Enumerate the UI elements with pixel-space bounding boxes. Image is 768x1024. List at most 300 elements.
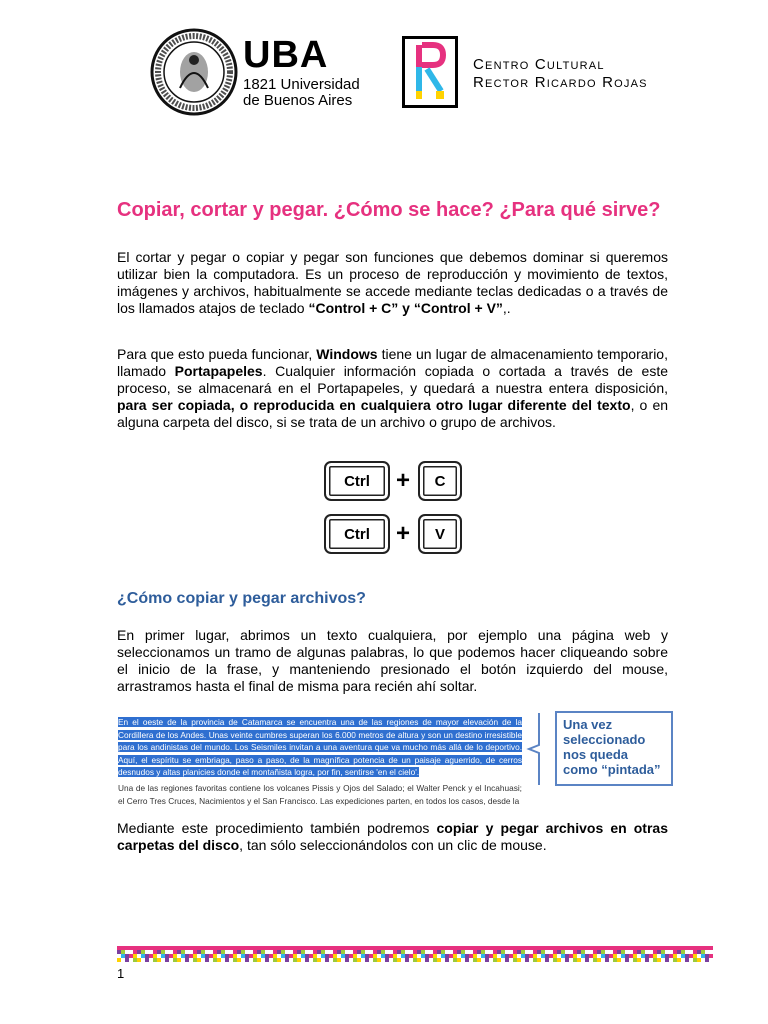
band-cell bbox=[453, 954, 457, 958]
band-cell bbox=[457, 946, 461, 950]
band-cell bbox=[205, 946, 209, 950]
band-cell bbox=[557, 950, 561, 954]
band-cell bbox=[573, 958, 577, 962]
band-cell bbox=[445, 954, 449, 958]
band-cell bbox=[529, 954, 533, 958]
band-cell bbox=[305, 958, 309, 962]
band-cell bbox=[169, 946, 173, 950]
band-cell bbox=[345, 954, 349, 958]
band-cell bbox=[237, 950, 241, 954]
band-cell bbox=[465, 946, 469, 950]
band-cell bbox=[449, 954, 453, 958]
band-cell bbox=[413, 946, 417, 950]
band-cell bbox=[705, 946, 709, 950]
band-cell bbox=[197, 946, 201, 950]
instructions-paragraph: En primer lugar, abrimos un texto cualquiera, por ejemplo una página web y seleccionamos un tramo de algunas palabras, lo que podemos hacer cliqueando sobre el inicio de la frase, y manteniendo presionado el botón izquierdo del mouse, arrastramos hasta el final de misma para recién ahí soltar. bbox=[117, 627, 668, 694]
band-cell bbox=[121, 954, 125, 958]
band-cell bbox=[381, 954, 385, 958]
document-title: Copiar, cortar y pegar. ¿Cómo se hace? ¿Para qué sirve? bbox=[117, 199, 661, 221]
band-cell bbox=[233, 946, 237, 950]
band-cell bbox=[177, 950, 181, 954]
band-cell bbox=[245, 946, 249, 950]
band-cell bbox=[445, 958, 449, 962]
band-cell bbox=[433, 954, 437, 958]
portapapeles-emphasis: Portapapeles bbox=[174, 363, 263, 379]
v-key: V bbox=[418, 514, 462, 554]
band-cell bbox=[317, 950, 321, 954]
band-cell bbox=[641, 950, 645, 954]
band-cell bbox=[673, 958, 677, 962]
band-cell bbox=[589, 954, 593, 958]
band-cell bbox=[261, 950, 265, 954]
band-cell bbox=[569, 946, 573, 950]
band-cell bbox=[613, 946, 617, 950]
band-cell bbox=[485, 958, 489, 962]
band-cell bbox=[653, 946, 657, 950]
band-cell bbox=[381, 950, 385, 954]
band-cell bbox=[505, 946, 509, 950]
band-cell bbox=[641, 954, 645, 958]
band-cell bbox=[213, 954, 217, 958]
band-cell bbox=[693, 954, 697, 958]
windows-emphasis: Windows bbox=[316, 346, 378, 362]
band-cell bbox=[333, 946, 337, 950]
band-cell bbox=[525, 946, 529, 950]
band-cell bbox=[677, 946, 681, 950]
band-cell bbox=[213, 958, 217, 962]
band-cell bbox=[137, 958, 141, 962]
page-number: 1 bbox=[117, 966, 125, 981]
band-cell bbox=[153, 950, 157, 954]
band-cell bbox=[657, 946, 661, 950]
selected-text bbox=[118, 716, 522, 779]
band-cell bbox=[417, 958, 421, 962]
band-cell bbox=[673, 946, 677, 950]
files-emphasis: copiar y pegar archivos en otras carpetas del disco bbox=[117, 820, 668, 853]
band-cell bbox=[485, 946, 489, 950]
ctrl-key: Ctrl bbox=[324, 514, 390, 554]
band-cell bbox=[665, 958, 669, 962]
band-cell bbox=[373, 946, 377, 950]
band-cell bbox=[173, 950, 177, 954]
band-cell bbox=[701, 950, 705, 954]
band-cell bbox=[501, 954, 505, 958]
band-cell bbox=[389, 954, 393, 958]
band-cell bbox=[533, 954, 537, 958]
band-cell bbox=[489, 946, 493, 950]
band-cell bbox=[485, 954, 489, 958]
band-cell bbox=[477, 946, 481, 950]
band-cell bbox=[601, 954, 605, 958]
band-cell bbox=[533, 958, 537, 962]
band-cell bbox=[377, 958, 381, 962]
band-cell bbox=[293, 946, 297, 950]
band-cell bbox=[385, 958, 389, 962]
band-cell bbox=[673, 954, 677, 958]
band-cell bbox=[541, 950, 545, 954]
band-cell bbox=[693, 950, 697, 954]
band-cell bbox=[453, 946, 457, 950]
band-cell bbox=[173, 958, 177, 962]
band-cell bbox=[193, 950, 197, 954]
band-cell bbox=[241, 946, 245, 950]
band-cell bbox=[689, 954, 693, 958]
band-cell bbox=[517, 950, 521, 954]
callout-box: Una vez seleccionado nos queda como “pintada” bbox=[555, 711, 673, 786]
band-cell bbox=[197, 950, 201, 954]
band-cell bbox=[345, 958, 349, 962]
band-cell bbox=[513, 958, 517, 962]
band-cell bbox=[333, 950, 337, 954]
band-cell bbox=[293, 958, 297, 962]
clipboard-text-3: . Cualquier información copiada o cortada a través de este proceso, se almacenará en el Portapapeles, y quedará a nuestra entera disposición, bbox=[117, 363, 668, 396]
band-cell bbox=[337, 950, 341, 954]
band-cell bbox=[141, 946, 145, 950]
band-cell bbox=[145, 954, 149, 958]
band-cell bbox=[169, 954, 173, 958]
band-cell bbox=[437, 950, 441, 954]
band-cell bbox=[533, 950, 537, 954]
band-cell bbox=[601, 950, 605, 954]
band-cell bbox=[637, 958, 641, 962]
band-cell bbox=[445, 946, 449, 950]
band-cell bbox=[489, 954, 493, 958]
band-cell bbox=[273, 958, 277, 962]
band-cell bbox=[385, 946, 389, 950]
band-cell bbox=[357, 950, 361, 954]
band-cell bbox=[257, 950, 261, 954]
university-seal-icon bbox=[150, 28, 238, 116]
band-cell bbox=[221, 946, 225, 950]
band-cell bbox=[481, 946, 485, 950]
band-cell bbox=[609, 946, 613, 950]
band-cell bbox=[645, 954, 649, 958]
band-cell bbox=[561, 950, 565, 954]
band-cell bbox=[173, 954, 177, 958]
band-cell bbox=[461, 954, 465, 958]
band-cell bbox=[209, 954, 213, 958]
files-text-1: Mediante este procedimiento también podremos bbox=[117, 820, 437, 836]
band-cell bbox=[573, 954, 577, 958]
band-cell bbox=[313, 946, 317, 950]
band-cell bbox=[673, 950, 677, 954]
band-cell bbox=[145, 958, 149, 962]
band-cell bbox=[385, 954, 389, 958]
band-cell bbox=[217, 958, 221, 962]
band-cell bbox=[621, 950, 625, 954]
callout-bracket bbox=[525, 711, 555, 787]
band-cell bbox=[461, 946, 465, 950]
band-cell bbox=[433, 946, 437, 950]
band-cell bbox=[129, 954, 133, 958]
band-cell bbox=[585, 958, 589, 962]
band-cell bbox=[641, 946, 645, 950]
band-cell bbox=[501, 946, 505, 950]
band-cell bbox=[185, 946, 189, 950]
band-cell bbox=[253, 946, 257, 950]
band-cell bbox=[533, 946, 537, 950]
band-cell bbox=[161, 950, 165, 954]
band-cell bbox=[281, 946, 285, 950]
band-cell bbox=[321, 954, 325, 958]
band-cell bbox=[581, 954, 585, 958]
band-cell bbox=[693, 958, 697, 962]
band-cell bbox=[597, 946, 601, 950]
band-cell bbox=[253, 958, 257, 962]
band-cell bbox=[521, 946, 525, 950]
band-cell bbox=[345, 946, 349, 950]
band-cell bbox=[633, 954, 637, 958]
band-cell bbox=[245, 958, 249, 962]
band-cell bbox=[289, 954, 293, 958]
band-cell bbox=[277, 958, 281, 962]
band-cell bbox=[369, 946, 373, 950]
band-cell bbox=[365, 954, 369, 958]
band-cell bbox=[129, 946, 133, 950]
band-cell bbox=[333, 958, 337, 962]
band-cell bbox=[329, 954, 333, 958]
band-cell bbox=[353, 946, 357, 950]
band-cell bbox=[265, 954, 269, 958]
band-cell bbox=[417, 950, 421, 954]
band-cell bbox=[401, 954, 405, 958]
band-cell bbox=[553, 958, 557, 962]
band-cell bbox=[545, 958, 549, 962]
band-cell bbox=[301, 950, 305, 954]
clipboard-paragraph bbox=[117, 346, 668, 431]
band-cell bbox=[281, 950, 285, 954]
band-cell bbox=[117, 946, 121, 950]
band-cell bbox=[225, 954, 229, 958]
band-cell bbox=[645, 946, 649, 950]
band-cell bbox=[213, 950, 217, 954]
band-cell bbox=[573, 946, 577, 950]
band-cell bbox=[701, 946, 705, 950]
band-cell bbox=[465, 954, 469, 958]
band-cell bbox=[217, 950, 221, 954]
band-cell bbox=[525, 954, 529, 958]
band-cell bbox=[341, 950, 345, 954]
band-cell bbox=[125, 946, 129, 950]
band-cell bbox=[381, 946, 385, 950]
band-cell bbox=[273, 950, 277, 954]
band-cell bbox=[301, 954, 305, 958]
band-cell bbox=[677, 950, 681, 954]
band-cell bbox=[149, 954, 153, 958]
band-cell bbox=[613, 954, 617, 958]
band-cell bbox=[473, 950, 477, 954]
uba-name-line1: 1821 Universidad bbox=[243, 76, 360, 93]
band-cell bbox=[565, 958, 569, 962]
band-cell bbox=[589, 946, 593, 950]
band-cell bbox=[285, 954, 289, 958]
band-cell bbox=[709, 946, 713, 950]
band-cell bbox=[577, 950, 581, 954]
band-cell bbox=[517, 958, 521, 962]
band-cell bbox=[321, 950, 325, 954]
band-cell bbox=[241, 954, 245, 958]
selected-text-sample bbox=[110, 710, 526, 806]
band-cell bbox=[685, 958, 689, 962]
band-cell bbox=[365, 958, 369, 962]
band-cell bbox=[497, 958, 501, 962]
band-cell bbox=[165, 946, 169, 950]
band-cell bbox=[433, 950, 437, 954]
band-cell bbox=[177, 958, 181, 962]
band-cell bbox=[341, 946, 345, 950]
band-cell bbox=[457, 950, 461, 954]
band-cell bbox=[237, 958, 241, 962]
band-cell bbox=[265, 958, 269, 962]
band-cell bbox=[613, 958, 617, 962]
band-cell bbox=[593, 946, 597, 950]
band-cell bbox=[293, 954, 297, 958]
band-cell bbox=[557, 958, 561, 962]
clipboard-text-2: tiene un lugar de almacenamiento temporario, llamado bbox=[117, 346, 668, 379]
band-cell bbox=[617, 950, 621, 954]
band-cell bbox=[617, 946, 621, 950]
band-cell bbox=[469, 954, 473, 958]
intro-paragraph bbox=[117, 249, 668, 317]
band-cell bbox=[325, 954, 329, 958]
band-cell bbox=[621, 946, 625, 950]
band-cell bbox=[537, 958, 541, 962]
band-cell bbox=[233, 958, 237, 962]
band-cell bbox=[645, 958, 649, 962]
band-cell bbox=[661, 946, 665, 950]
band-cell bbox=[373, 950, 377, 954]
band-cell bbox=[461, 950, 465, 954]
band-cell bbox=[201, 946, 205, 950]
band-cell bbox=[157, 950, 161, 954]
band-cell bbox=[141, 954, 145, 958]
band-cell bbox=[697, 950, 701, 954]
band-cell bbox=[629, 946, 633, 950]
band-cell bbox=[601, 946, 605, 950]
band-cell bbox=[393, 950, 397, 954]
band-cell bbox=[633, 950, 637, 954]
band-cell bbox=[253, 954, 257, 958]
band-cell bbox=[161, 946, 165, 950]
band-cell bbox=[529, 946, 533, 950]
band-cell bbox=[697, 946, 701, 950]
band-cell bbox=[597, 958, 601, 962]
band-cell bbox=[193, 958, 197, 962]
band-cell bbox=[669, 954, 673, 958]
band-cell bbox=[189, 954, 193, 958]
band-cell bbox=[205, 958, 209, 962]
band-cell bbox=[209, 946, 213, 950]
band-cell bbox=[493, 954, 497, 958]
band-cell bbox=[657, 950, 661, 954]
band-cell bbox=[133, 954, 137, 958]
band-cell bbox=[409, 946, 413, 950]
band-cell bbox=[665, 954, 669, 958]
band-cell bbox=[185, 954, 189, 958]
band-cell bbox=[325, 958, 329, 962]
band-cell bbox=[217, 946, 221, 950]
band-cell bbox=[393, 954, 397, 958]
band-cell bbox=[205, 954, 209, 958]
band-cell bbox=[693, 946, 697, 950]
band-cell bbox=[317, 958, 321, 962]
band-cell bbox=[313, 954, 317, 958]
band-cell bbox=[625, 958, 629, 962]
band-cell bbox=[393, 958, 397, 962]
band-cell bbox=[473, 958, 477, 962]
band-cell bbox=[689, 946, 693, 950]
band-cell bbox=[397, 946, 401, 950]
band-cell bbox=[349, 954, 353, 958]
band-cell bbox=[541, 946, 545, 950]
band-cell bbox=[681, 946, 685, 950]
band-cell bbox=[701, 954, 705, 958]
band-cell bbox=[337, 946, 341, 950]
band-cell bbox=[453, 950, 457, 954]
band-cell bbox=[621, 954, 625, 958]
band-cell bbox=[637, 946, 641, 950]
shortcut-emphasis: “Control + C” y “Control + V” bbox=[308, 300, 503, 316]
band-cell bbox=[221, 954, 225, 958]
band-cell bbox=[293, 950, 297, 954]
band-cell bbox=[553, 946, 557, 950]
band-cell bbox=[229, 946, 233, 950]
band-cell bbox=[441, 954, 445, 958]
clipboard-text-1: Para que esto pueda funcionar, bbox=[117, 346, 317, 362]
band-cell bbox=[493, 958, 497, 962]
band-cell bbox=[225, 958, 229, 962]
band-cell bbox=[365, 946, 369, 950]
band-cell bbox=[117, 958, 121, 962]
band-cell bbox=[401, 946, 405, 950]
band-cell bbox=[597, 950, 601, 954]
band-cell bbox=[441, 950, 445, 954]
band-cell bbox=[569, 954, 573, 958]
band-cell bbox=[525, 958, 529, 962]
band-cell bbox=[497, 946, 501, 950]
band-cell bbox=[165, 954, 169, 958]
band-cell bbox=[581, 946, 585, 950]
band-cell bbox=[653, 954, 657, 958]
band-cell bbox=[405, 946, 409, 950]
band-cell bbox=[649, 954, 653, 958]
band-cell bbox=[309, 946, 313, 950]
uba-name-line2: de Buenos Aires bbox=[243, 92, 353, 109]
band-cell bbox=[425, 946, 429, 950]
band-cell bbox=[157, 958, 161, 962]
band-cell bbox=[233, 950, 237, 954]
band-cell bbox=[361, 954, 365, 958]
band-cell bbox=[465, 958, 469, 962]
band-cell bbox=[305, 954, 309, 958]
band-cell bbox=[377, 946, 381, 950]
band-cell bbox=[389, 946, 393, 950]
band-cell bbox=[633, 946, 637, 950]
band-cell bbox=[521, 954, 525, 958]
band-cell bbox=[417, 946, 421, 950]
band-cell bbox=[605, 958, 609, 962]
band-cell bbox=[421, 954, 425, 958]
band-cell bbox=[369, 954, 373, 958]
band-cell bbox=[425, 954, 429, 958]
band-cell bbox=[481, 950, 485, 954]
band-cell bbox=[361, 946, 365, 950]
band-cell bbox=[373, 954, 377, 958]
band-cell bbox=[625, 954, 629, 958]
unselected-text: Una de las regiones favoritas contiene los volcanes Pissis y Ojos del Salado; el Walter Penck y el Incahuasi; el Cerro Tres Cruces, Nacimientos y el San Francisco. Las expediciones parten, en todos los casos, desde la bbox=[118, 783, 522, 806]
band-cell bbox=[537, 950, 541, 954]
band-cell bbox=[661, 954, 665, 958]
